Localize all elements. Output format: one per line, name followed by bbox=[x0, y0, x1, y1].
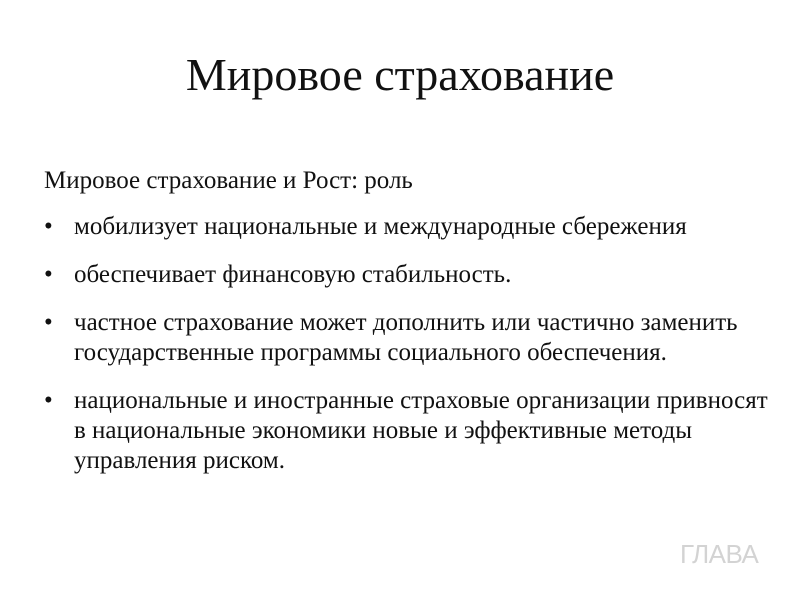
bullet-item-4 bbox=[44, 386, 769, 476]
slide-title: Мировое страхование bbox=[185, 49, 615, 100]
bullet-dot-icon: • bbox=[44, 261, 53, 288]
bullet-text-3: частное страхование может дополнить или частично заменить государственные программы социального обеспечения. bbox=[74, 309, 738, 366]
bullet-item-3 bbox=[44, 308, 769, 368]
bullet-text-2: обеспечивает финансовую стабильность. bbox=[74, 261, 512, 288]
slide-intro-text: Мировое страхование и Рост: роль bbox=[44, 167, 413, 194]
bullet-dot-icon: • bbox=[44, 387, 53, 414]
bullet-item-1 bbox=[44, 212, 769, 242]
bullet-dot-icon: • bbox=[44, 309, 53, 336]
bullet-list bbox=[44, 212, 769, 494]
bullet-item-2 bbox=[44, 260, 769, 290]
watermark-logo bbox=[680, 541, 790, 567]
bullet-text-4: национальные и иностранные страховые организации привносят в национальные экономики новые и эффективные методы управления риском. bbox=[74, 387, 768, 474]
bullet-dot-icon: • bbox=[44, 213, 53, 240]
watermark-text: ГЛАВА bbox=[680, 539, 759, 569]
bullet-text-1: мобилизует национальные и международные сбережения bbox=[74, 213, 687, 240]
